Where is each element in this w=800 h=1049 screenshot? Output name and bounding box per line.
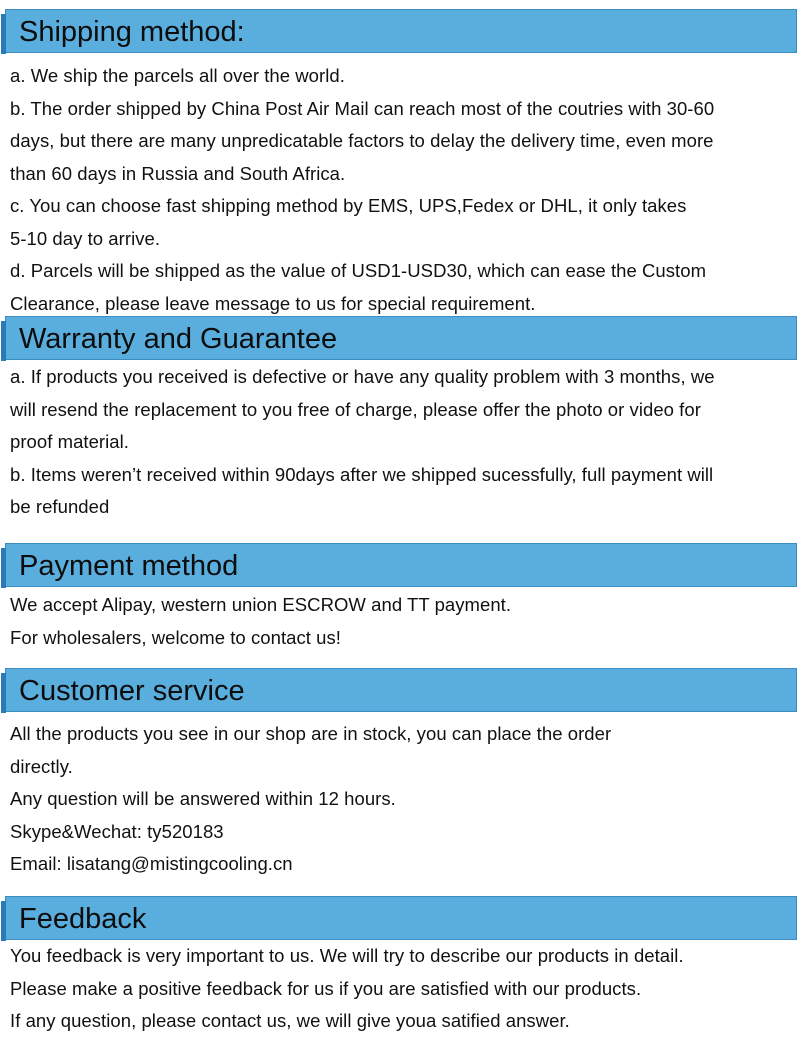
payment-method-section	[0, 543, 800, 654]
shipping-line: Clearance, please leave message to us for special requirement.	[10, 292, 536, 314]
warranty-line: be refunded	[10, 496, 110, 517]
feedback-line: Please make a positive feedback for us if you are satisfied with our products.	[10, 977, 642, 999]
warranty-section	[0, 316, 800, 524]
warranty-header	[5, 316, 797, 360]
service-line: Any question will be answered within 12 hours.	[10, 788, 396, 809]
feedback-line: If any question, please contact us, we will give youa satified answer.	[10, 1010, 570, 1031]
feedback-section	[0, 896, 800, 1038]
shipping-method-body	[0, 60, 800, 320]
shipping-line: days, but there are many unpredicatable factors to delay the delivery time, even more	[10, 130, 714, 151]
warranty-body	[0, 361, 800, 524]
warranty-line: proof material.	[10, 431, 129, 452]
shipping-line: than 60 days in Russia and South Africa.	[10, 162, 346, 184]
service-line: All the products you see in our shop are in stock, you can place the order	[10, 723, 612, 744]
contact-skype-wechat: Skype&Wechat: ty520183	[10, 820, 224, 842]
feedback-header	[5, 896, 797, 940]
shipping-line: a. We ship the parcels all over the world.	[10, 65, 345, 86]
feedback-line: You feedback is very important to us. We will try to describe our products in detail.	[10, 945, 684, 966]
payment-line: We accept Alipay, western union ESCROW and TT payment.	[10, 594, 512, 615]
warranty-line: will resend the replacement to you free of charge, please offer the photo or video for	[10, 398, 701, 420]
customer-service-body	[0, 718, 800, 881]
customer-service-title: Customer service	[19, 675, 245, 707]
shipping-line: b. The order shipped by China Post Air Mail can reach most of the coutries with 30-60	[10, 97, 715, 119]
feedback-title: Feedback	[19, 903, 147, 935]
customer-service-section	[0, 668, 800, 881]
payment-method-body	[0, 589, 800, 654]
customer-service-header	[5, 668, 797, 712]
warranty-line: a. If products you received is defective or have any quality problem with 3 months, we	[10, 366, 715, 387]
warranty-title: Warranty and Guarantee	[19, 323, 338, 355]
shipping-line: c. You can choose fast shipping method by EMS, UPS,Fedex or DHL, it only takes	[10, 195, 687, 216]
service-line: directly.	[10, 755, 73, 777]
payment-method-header	[5, 543, 797, 587]
payment-method-title: Payment method	[19, 550, 239, 582]
shipping-method-title: Shipping method:	[19, 16, 245, 48]
shipping-line: 5-10 day to arrive.	[10, 227, 161, 249]
shipping-method-section	[0, 9, 800, 320]
feedback-body	[0, 940, 800, 1038]
warranty-line: b. Items weren’t received within 90days after we shipped sucessfully, full payment will	[10, 463, 714, 485]
payment-line: For wholesalers, welcome to contact us!	[10, 626, 341, 648]
contact-email: Email: lisatang@mistingcooling.cn	[10, 853, 293, 874]
shipping-method-header	[5, 9, 797, 53]
shipping-line: d. Parcels will be shipped as the value of USD1-USD30, which can ease the Custom	[10, 260, 707, 281]
